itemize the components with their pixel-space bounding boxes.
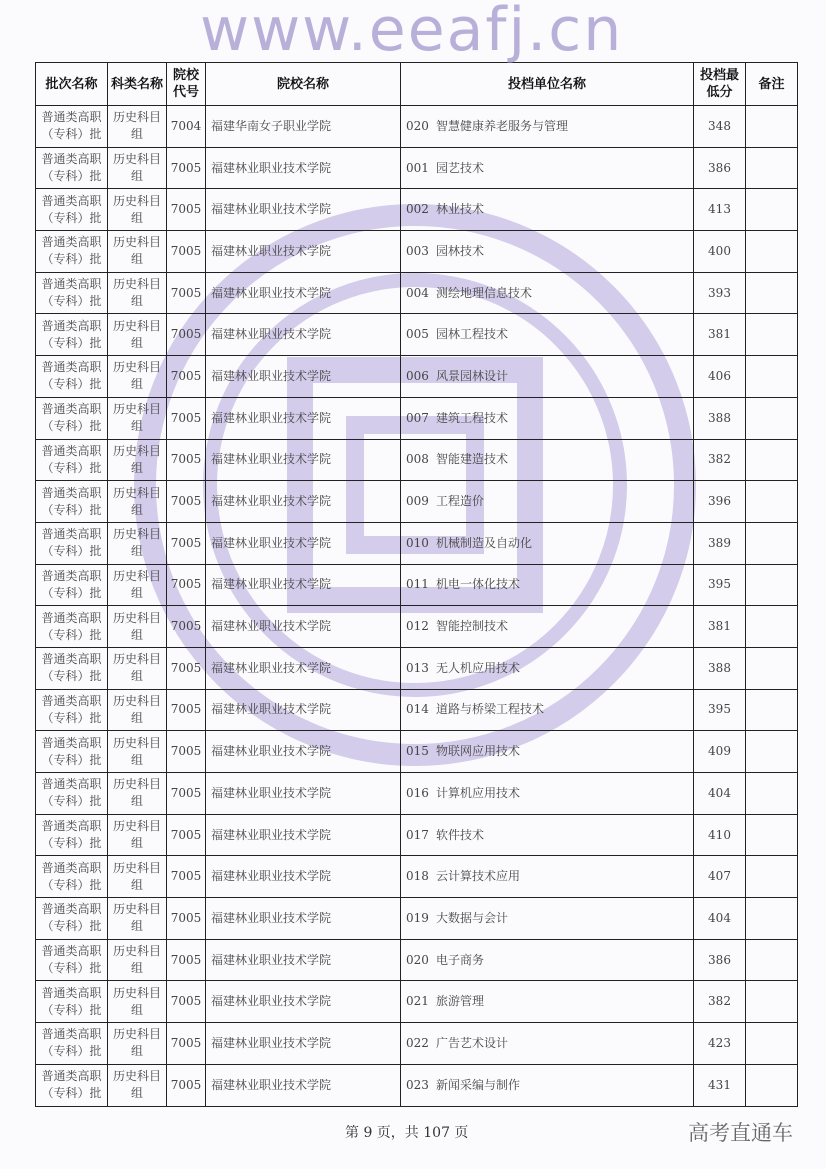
unit-cell [401,647,694,689]
school-name-cell: 福建林业职业技术学院 [206,272,401,314]
school-code-cell: 7005 [167,564,206,606]
school-name-cell: 福建林业职业技术学院 [206,1023,401,1065]
unit-cell [401,481,694,523]
min-score-cell: 404 [694,898,746,940]
unit-name: 林业技术 [436,202,485,217]
remark-cell [746,189,798,231]
unit-name: 道路与桥梁工程技术 [436,702,545,717]
unit-code: 009 [406,494,429,509]
min-score-cell: 400 [694,231,746,273]
subject-cell: 历史科目组 [108,397,167,439]
school-code-cell: 7005 [167,773,206,815]
subject-cell: 历史科目组 [108,314,167,356]
header-batch: 批次名称 [36,63,108,106]
subject-cell: 历史科目组 [108,106,167,148]
page-number: 第 9 页，共 107 页 [345,1125,469,1141]
unit-name: 无人机应用技术 [436,660,521,675]
min-score-cell: 386 [694,939,746,981]
admission-score-table [35,62,798,1107]
remark-cell [746,689,798,731]
min-score-cell: 423 [694,1023,746,1065]
school-code-cell: 7005 [167,898,206,940]
unit-cell [401,272,694,314]
school-name-cell: 福建林业职业技术学院 [206,439,401,481]
unit-cell [401,522,694,564]
table-row [36,773,798,815]
batch-cell: 普通类高职（专科）批 [36,147,108,189]
table-row [36,481,798,523]
min-score-cell: 395 [694,564,746,606]
unit-name: 智能建造技术 [436,452,509,467]
table-row [36,856,798,898]
school-code-cell: 7005 [167,981,206,1023]
batch-cell: 普通类高职（专科）批 [36,773,108,815]
subject-cell: 历史科目组 [108,564,167,606]
min-score-cell: 348 [694,106,746,148]
unit-code: 001 [406,160,429,175]
school-code-cell: 7005 [167,189,206,231]
unit-name: 建筑工程技术 [436,410,509,425]
min-score-cell: 404 [694,773,746,815]
remark-cell [746,939,798,981]
unit-cell [401,1023,694,1065]
school-name-cell: 福建林业职业技术学院 [206,898,401,940]
unit-name: 旅游管理 [436,994,485,1009]
unit-cell [401,606,694,648]
unit-cell [401,814,694,856]
school-code-cell: 7005 [167,397,206,439]
unit-code: 019 [406,910,429,925]
batch-cell: 普通类高职（专科）批 [36,1023,108,1065]
unit-code: 003 [406,243,429,258]
remark-cell [746,147,798,189]
school-code-cell: 7005 [167,1064,206,1106]
unit-name: 园艺技术 [436,160,485,175]
table-row [36,1064,798,1106]
school-code-cell: 7005 [167,647,206,689]
batch-cell: 普通类高职（专科）批 [36,856,108,898]
min-score-cell: 395 [694,689,746,731]
remark-cell [746,439,798,481]
table-row [36,231,798,273]
unit-cell [401,939,694,981]
unit-code: 020 [406,952,429,967]
table-row [36,397,798,439]
subject-cell: 历史科目组 [108,1064,167,1106]
unit-cell [401,189,694,231]
remark-cell [746,606,798,648]
table-row [36,356,798,398]
remark-cell [746,647,798,689]
table-row [36,898,798,940]
unit-cell [401,564,694,606]
table-row [36,439,798,481]
min-score-cell: 409 [694,731,746,773]
batch-cell: 普通类高职（专科）批 [36,606,108,648]
remark-cell [746,231,798,273]
unit-code: 018 [406,869,429,884]
school-code-cell: 7005 [167,439,206,481]
batch-cell: 普通类高职（专科）批 [36,272,108,314]
batch-cell: 普通类高职（专科）批 [36,981,108,1023]
min-score-cell: 410 [694,814,746,856]
remark-cell [746,814,798,856]
table-row [36,1023,798,1065]
unit-name: 新闻采编与制作 [436,1077,521,1092]
unit-name: 机械制造及自动化 [436,535,533,550]
school-code-cell: 7005 [167,939,206,981]
unit-code: 006 [406,368,429,383]
unit-cell [401,689,694,731]
unit-name: 园林技术 [436,243,485,258]
unit-code: 008 [406,452,429,467]
unit-name: 园林工程技术 [436,327,509,342]
table-row [36,731,798,773]
batch-cell: 普通类高职（专科）批 [36,522,108,564]
school-name-cell: 福建林业职业技术学院 [206,397,401,439]
school-code-cell: 7005 [167,314,206,356]
unit-cell [401,1064,694,1106]
remark-cell [746,898,798,940]
batch-cell: 普通类高职（专科）批 [36,481,108,523]
school-code-cell: 7005 [167,606,206,648]
school-name-cell: 福建林业职业技术学院 [206,856,401,898]
table-row [36,647,798,689]
table-row [36,522,798,564]
subject-cell: 历史科目组 [108,189,167,231]
school-name-cell: 福建林业职业技术学院 [206,522,401,564]
unit-name: 智慧健康养老服务与管理 [436,118,569,133]
table-header-row [36,63,798,106]
school-name-cell: 福建林业职业技术学院 [206,1064,401,1106]
remark-cell [746,106,798,148]
school-name-cell: 福建林业职业技术学院 [206,147,401,189]
school-code-cell: 7005 [167,856,206,898]
batch-cell: 普通类高职（专科）批 [36,356,108,398]
unit-cell [401,147,694,189]
school-code-cell: 7005 [167,147,206,189]
batch-cell: 普通类高职（专科）批 [36,689,108,731]
table-row [36,814,798,856]
school-name-cell: 福建林业职业技术学院 [206,689,401,731]
min-score-cell: 407 [694,856,746,898]
table-row [36,689,798,731]
subject-cell: 历史科目组 [108,898,167,940]
unit-name: 电子商务 [436,952,485,967]
unit-name: 风景园林设计 [436,368,509,383]
school-name-cell: 福建林业职业技术学院 [206,356,401,398]
unit-code: 016 [406,785,429,800]
batch-cell: 普通类高职（专科）批 [36,731,108,773]
unit-cell [401,397,694,439]
remark-cell [746,1023,798,1065]
unit-code: 022 [406,1035,429,1050]
unit-cell [401,981,694,1023]
min-score-cell: 406 [694,356,746,398]
remark-cell [746,314,798,356]
school-code-cell: 7005 [167,272,206,314]
batch-cell: 普通类高职（专科）批 [36,939,108,981]
subject-cell: 历史科目组 [108,522,167,564]
unit-name: 大数据与会计 [436,910,509,925]
min-score-cell: 431 [694,1064,746,1106]
subject-cell: 历史科目组 [108,981,167,1023]
school-name-cell: 福建林业职业技术学院 [206,314,401,356]
unit-code: 017 [406,827,429,842]
school-code-cell: 7005 [167,1023,206,1065]
school-name-cell: 福建林业职业技术学院 [206,647,401,689]
school-code-cell: 7005 [167,522,206,564]
subject-cell: 历史科目组 [108,773,167,815]
unit-code: 023 [406,1077,429,1092]
min-score-cell: 381 [694,606,746,648]
min-score-cell: 388 [694,397,746,439]
batch-cell: 普通类高职（专科）批 [36,189,108,231]
school-code-cell: 7005 [167,731,206,773]
table-row [36,106,798,148]
min-score-cell: 382 [694,439,746,481]
unit-code: 012 [406,619,429,634]
unit-code: 015 [406,744,429,759]
school-code-cell: 7005 [167,814,206,856]
header-school-name: 院校名称 [206,63,401,106]
school-name-cell: 福建林业职业技术学院 [206,481,401,523]
unit-name: 云计算技术应用 [436,869,521,884]
unit-code: 020 [406,118,429,133]
unit-code: 007 [406,410,429,425]
batch-cell: 普通类高职（专科）批 [36,314,108,356]
school-code-cell: 7004 [167,106,206,148]
school-name-cell: 福建林业职业技术学院 [206,981,401,1023]
min-score-cell: 396 [694,481,746,523]
remark-cell [746,522,798,564]
subject-cell: 历史科目组 [108,689,167,731]
school-code-cell: 7005 [167,481,206,523]
school-name-cell: 福建林业职业技术学院 [206,564,401,606]
remark-cell [746,1064,798,1106]
unit-cell [401,356,694,398]
unit-code: 002 [406,202,429,217]
unit-code: 014 [406,702,429,717]
subject-cell: 历史科目组 [108,731,167,773]
min-score-cell: 388 [694,647,746,689]
subject-cell: 历史科目组 [108,856,167,898]
unit-code: 004 [406,285,429,300]
header-min-score: 投档最低分 [694,63,746,106]
url-watermark: www.eeafj.cn [200,0,624,65]
school-name-cell: 福建林业职业技术学院 [206,189,401,231]
brand-watermark: 高考直通车 [688,1121,793,1145]
school-name-cell: 福建华南女子职业学院 [206,106,401,148]
unit-cell [401,898,694,940]
batch-cell: 普通类高职（专科）批 [36,397,108,439]
table-row [36,939,798,981]
subject-cell: 历史科目组 [108,939,167,981]
table-row [36,564,798,606]
school-name-cell: 福建林业职业技术学院 [206,731,401,773]
batch-cell: 普通类高职（专科）批 [36,814,108,856]
unit-cell [401,314,694,356]
remark-cell [746,731,798,773]
table-row [36,272,798,314]
unit-cell [401,231,694,273]
unit-cell [401,731,694,773]
unit-name: 测绘地理信息技术 [436,285,533,300]
unit-code: 011 [406,577,429,592]
min-score-cell: 393 [694,272,746,314]
table-row [36,147,798,189]
remark-cell [746,564,798,606]
header-school-code: 院校代号 [167,63,206,106]
batch-cell: 普通类高职（专科）批 [36,231,108,273]
min-score-cell: 389 [694,522,746,564]
unit-code: 005 [406,327,429,342]
unit-name: 广告艺术设计 [436,1035,509,1050]
subject-cell: 历史科目组 [108,356,167,398]
school-code-cell: 7005 [167,689,206,731]
unit-name: 软件技术 [436,827,485,842]
school-name-cell: 福建林业职业技术学院 [206,814,401,856]
unit-name: 机电一体化技术 [436,577,521,592]
school-code-cell: 7005 [167,231,206,273]
batch-cell: 普通类高职（专科）批 [36,106,108,148]
unit-name: 物联网应用技术 [436,744,521,759]
unit-code: 021 [406,994,429,1009]
table-row [36,981,798,1023]
batch-cell: 普通类高职（专科）批 [36,439,108,481]
school-name-cell: 福建林业职业技术学院 [206,773,401,815]
subject-cell: 历史科目组 [108,606,167,648]
min-score-cell: 413 [694,189,746,231]
subject-cell: 历史科目组 [108,147,167,189]
header-remark: 备注 [746,63,798,106]
batch-cell: 普通类高职（专科）批 [36,1064,108,1106]
unit-name: 智能控制技术 [436,619,509,634]
unit-cell [401,773,694,815]
unit-name: 计算机应用技术 [436,785,521,800]
batch-cell: 普通类高职（专科）批 [36,898,108,940]
subject-cell: 历史科目组 [108,272,167,314]
remark-cell [746,981,798,1023]
school-name-cell: 福建林业职业技术学院 [206,939,401,981]
school-name-cell: 福建林业职业技术学院 [206,606,401,648]
school-name-cell: 福建林业职业技术学院 [206,231,401,273]
subject-cell: 历史科目组 [108,439,167,481]
table-row [36,189,798,231]
subject-cell: 历史科目组 [108,814,167,856]
remark-cell [746,773,798,815]
table-row [36,606,798,648]
remark-cell [746,356,798,398]
remark-cell [746,272,798,314]
unit-cell [401,439,694,481]
subject-cell: 历史科目组 [108,231,167,273]
school-code-cell: 7005 [167,356,206,398]
min-score-cell: 382 [694,981,746,1023]
unit-code: 010 [406,535,429,550]
subject-cell: 历史科目组 [108,1023,167,1065]
subject-cell: 历史科目组 [108,481,167,523]
batch-cell: 普通类高职（专科）批 [36,647,108,689]
min-score-cell: 381 [694,314,746,356]
header-unit-name: 投档单位名称 [401,63,694,106]
unit-code: 013 [406,660,429,675]
remark-cell [746,856,798,898]
table-row [36,314,798,356]
unit-cell [401,856,694,898]
unit-name: 工程造价 [436,494,485,509]
unit-cell [401,106,694,148]
remark-cell [746,397,798,439]
batch-cell: 普通类高职（专科）批 [36,564,108,606]
remark-cell [746,481,798,523]
header-subject: 科类名称 [108,63,167,106]
subject-cell: 历史科目组 [108,647,167,689]
min-score-cell: 386 [694,147,746,189]
